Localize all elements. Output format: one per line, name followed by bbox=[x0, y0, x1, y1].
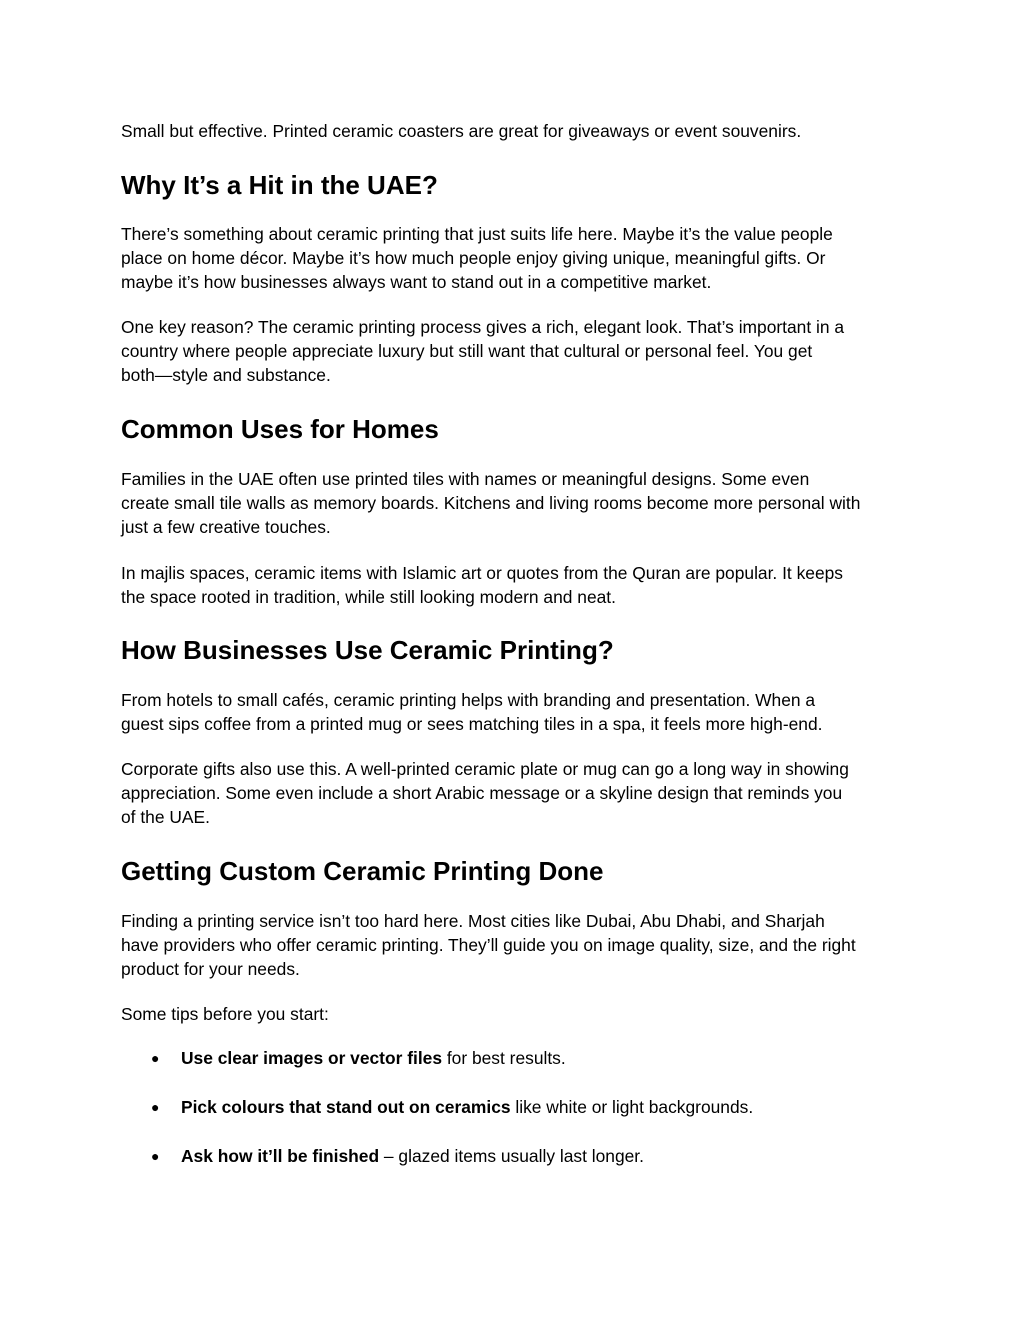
section-heading-custom: Getting Custom Ceramic Printing Done bbox=[121, 856, 604, 886]
paragraph bbox=[121, 561, 911, 609]
paragraph-line: There’s something about ceramic printing that just suits life here. Maybe it’s the value people bbox=[121, 224, 833, 244]
section-heading-uae: Why It’s a Hit in the UAE? bbox=[121, 170, 438, 200]
intro-paragraph: Small but effective. Printed ceramic coasters are great for giveaways or event souvenirs. bbox=[121, 121, 802, 141]
paragraph-line: From hotels to small cafés, ceramic printing helps with branding and presentation. When a bbox=[121, 690, 816, 710]
tip-bold: Ask how it’ll be finished bbox=[181, 1146, 380, 1166]
tip-rest: like white or light backgrounds. bbox=[510, 1097, 754, 1117]
tip-rest: – glazed items usually last longer. bbox=[379, 1146, 644, 1166]
bullet-icon: ● bbox=[151, 1099, 160, 1115]
paragraph-line: place on home décor. Maybe it’s how much people enjoy giving unique, meaningful gifts. Or bbox=[121, 248, 826, 269]
paragraph bbox=[121, 315, 911, 388]
paragraph-line: guest sips coffee from a printed mug or sees matching tiles in a spa, it feels more high-end. bbox=[121, 714, 823, 735]
bullet-icon: ● bbox=[151, 1148, 160, 1164]
paragraph-line: both—style and substance. bbox=[121, 365, 331, 386]
paragraph-line: In majlis spaces, ceramic items with Islamic art or quotes from the Quran are popular. It keeps bbox=[121, 563, 843, 583]
paragraph-line: of the UAE. bbox=[121, 807, 210, 828]
tip-rest: for best results. bbox=[442, 1048, 566, 1068]
paragraph-line: appreciation. Some even include a short Arabic message or a skyline design that reminds you bbox=[121, 783, 843, 804]
paragraph-line: Corporate gifts also use this. A well-printed ceramic plate or mug can go a long way in showing bbox=[121, 759, 849, 779]
paragraph-line: country where people appreciate luxury but still want that cultural or personal feel. You get bbox=[121, 341, 813, 362]
paragraph bbox=[121, 688, 911, 736]
tip-bold: Pick colours that stand out on ceramics bbox=[181, 1097, 511, 1117]
paragraph bbox=[121, 757, 911, 830]
tip-bold: Use clear images or vector files bbox=[181, 1048, 442, 1068]
paragraph-line: just a few creative touches. bbox=[121, 517, 331, 538]
bullet-icon: ● bbox=[151, 1050, 160, 1066]
paragraph bbox=[121, 222, 911, 295]
section-heading-homes: Common Uses for Homes bbox=[121, 414, 439, 444]
paragraph-line: the space rooted in tradition, while still looking modern and neat. bbox=[121, 587, 616, 608]
paragraph-line: create small tile walls as memory boards. Kitchens and living rooms become more personal with bbox=[121, 493, 861, 514]
paragraph-line: Finding a printing service isn’t too hard here. Most cities like Dubai, Abu Dhabi, and Sharjah bbox=[121, 911, 825, 931]
paragraph-line: have providers who offer ceramic printing. They’ll guide you on image quality, size, and the right bbox=[121, 935, 856, 956]
tips-intro: Some tips before you start: bbox=[121, 1004, 329, 1024]
paragraph-line: One key reason? The ceramic printing process gives a rich, elegant look. That’s important in a bbox=[121, 317, 845, 337]
paragraph-line: maybe it’s how businesses always want to stand out in a competitive market. bbox=[121, 272, 712, 293]
paragraph-line: Families in the UAE often use printed tiles with names or meaningful designs. Some even bbox=[121, 469, 810, 489]
section-heading-businesses: How Businesses Use Ceramic Printing? bbox=[121, 635, 614, 665]
paragraph bbox=[121, 467, 911, 540]
paragraph bbox=[121, 909, 911, 982]
paragraph-line: product for your needs. bbox=[121, 959, 300, 980]
